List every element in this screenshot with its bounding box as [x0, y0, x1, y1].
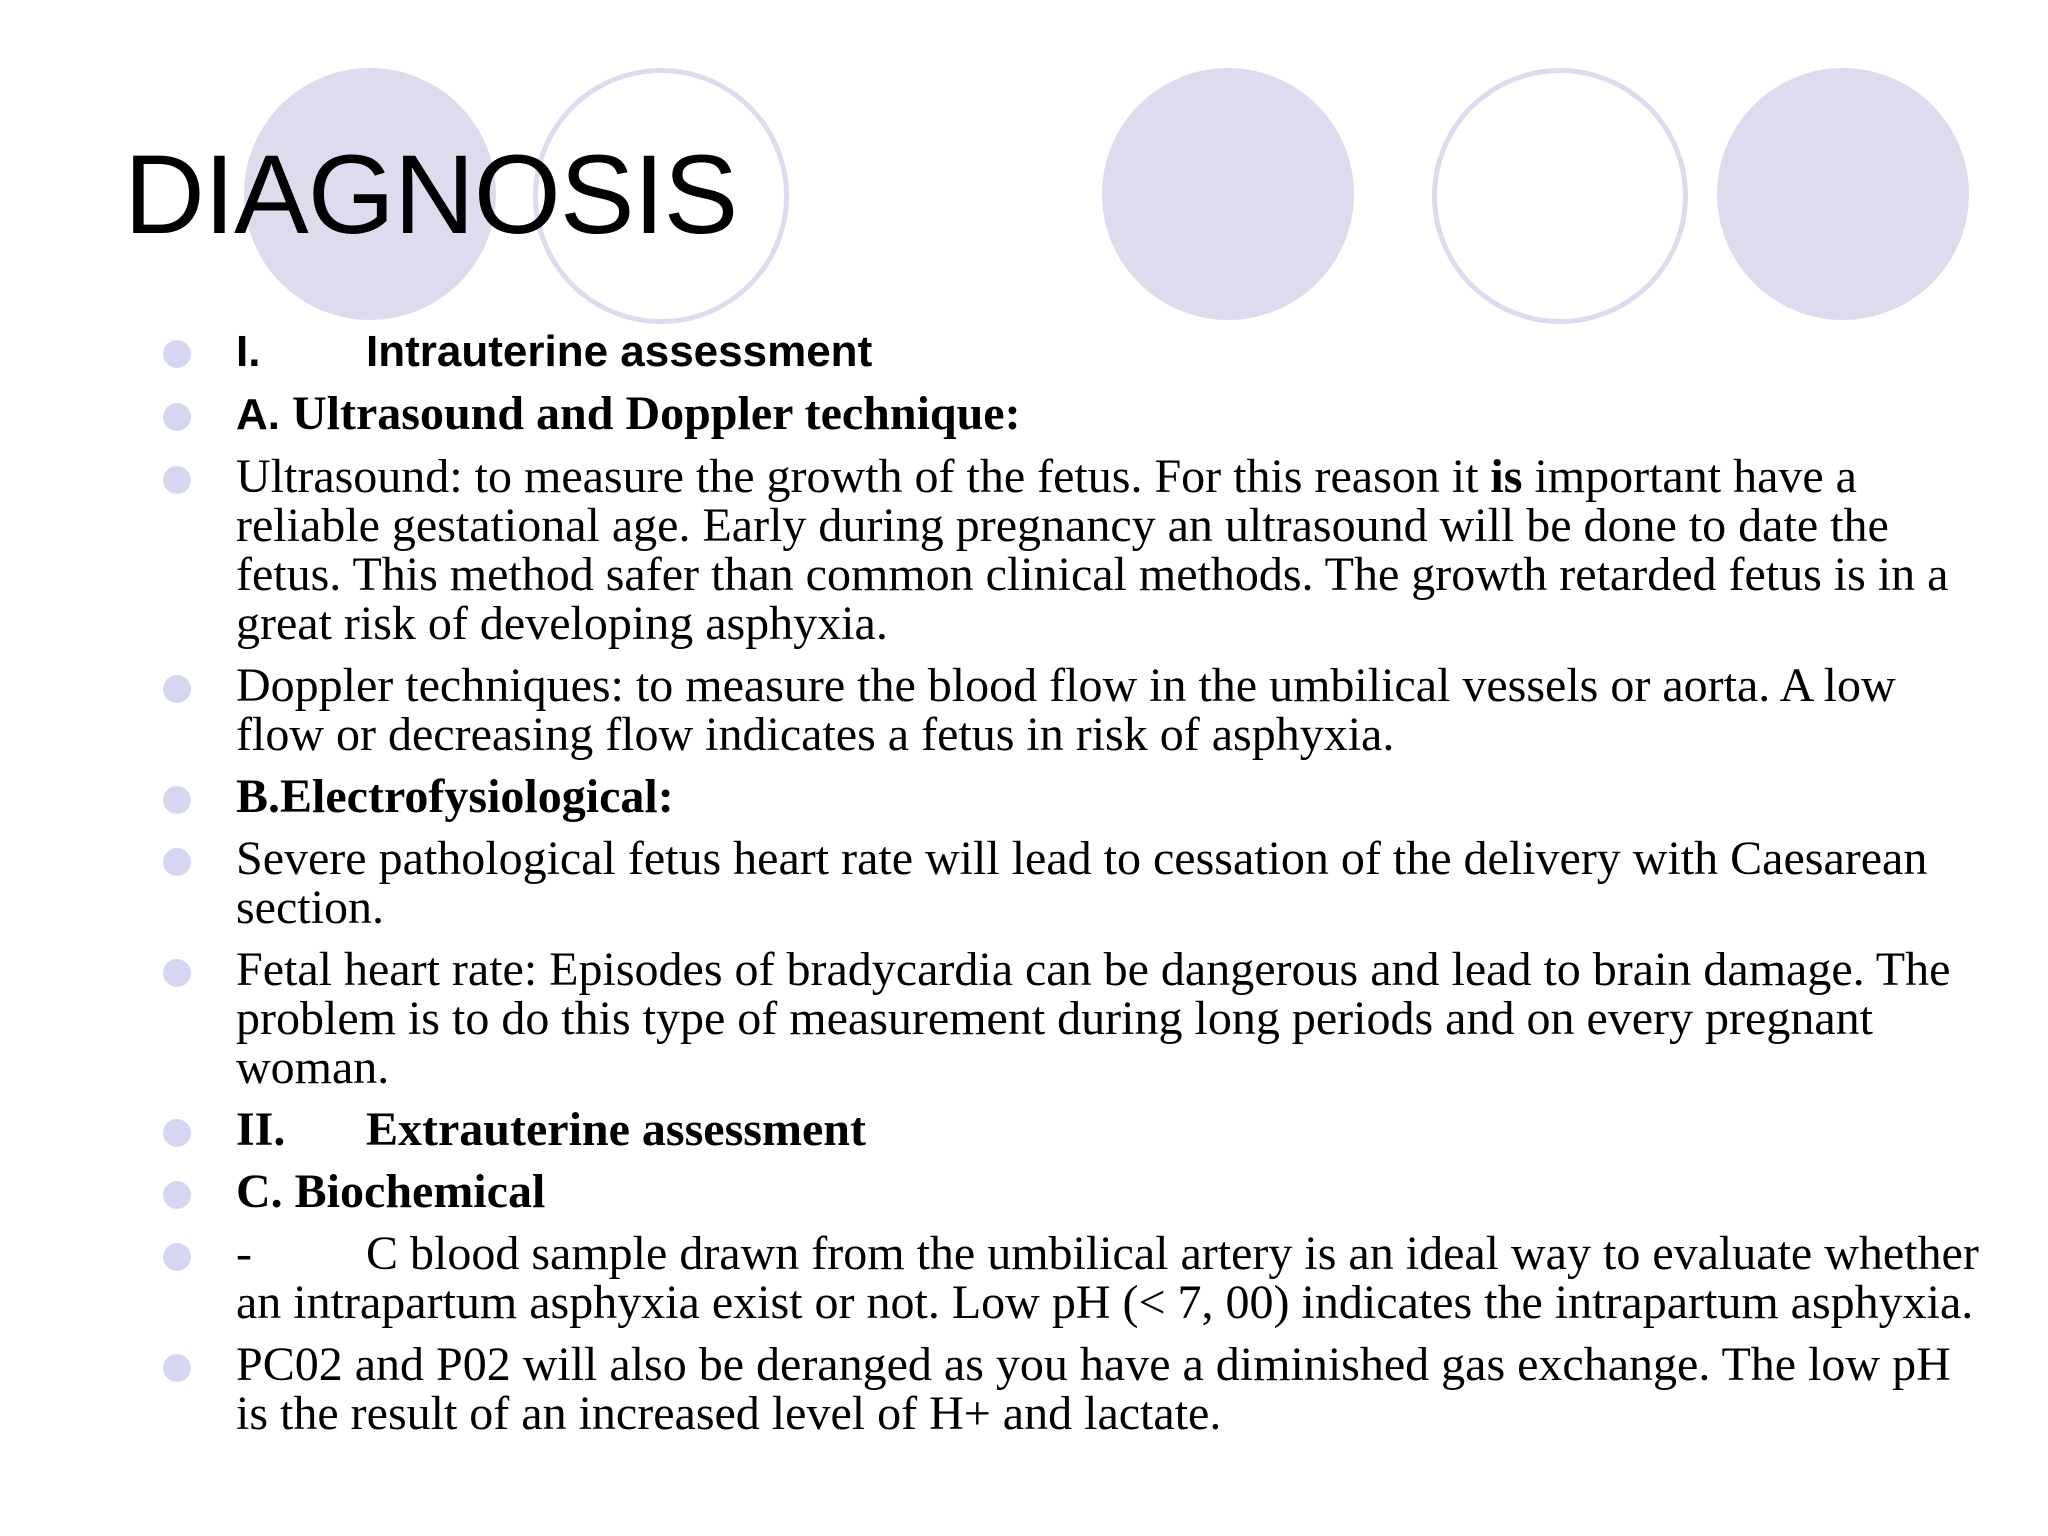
section-number: II. [236, 1103, 286, 1156]
bullet-item [160, 389, 1980, 439]
bullet-item [160, 945, 1980, 1092]
bullet-text-bold: is [1490, 450, 1523, 503]
bullet-icon [163, 1354, 191, 1382]
decorative-circle-3 [1102, 68, 1354, 320]
decorative-ring-4 [1432, 68, 1688, 324]
bullet-text: C blood sample drawn from the umbilical artery is an ideal way to evaluate whether an intrapartum asphyxia exist or not. Low pH (< 7, 00) indicates the intrapartum asphyxia. [236, 1227, 1979, 1329]
section-heading: Extrauterine assessment [366, 1103, 866, 1156]
bullet-icon [163, 340, 191, 368]
bullet-item [160, 772, 1980, 821]
bullet-text: Ultrasound: to measure the growth of the fetus. For this reason it [236, 450, 1491, 503]
bullet-text: Severe pathological fetus heart rate will lead to cessation of the delivery with Caesarean section. [236, 832, 1928, 934]
bullet-icon [163, 959, 191, 987]
bullet-item [160, 661, 1980, 759]
bullet-item [160, 326, 1980, 376]
bullet-item [160, 1167, 1980, 1216]
bullet-icon [163, 786, 191, 814]
slide-title: DIAGNOSIS [124, 132, 738, 257]
bullet-item [160, 834, 1980, 932]
bullet-icon [163, 848, 191, 876]
bullet-item [160, 1340, 1980, 1438]
bullet-icon [163, 1119, 191, 1147]
decorative-circle-5 [1717, 68, 1969, 320]
bullet-text: Fetal heart rate: Episodes of bradycardia can be dangerous and lead to brain damage. The problem is to do this type of measurement during long periods and on every pregnant woman. [236, 943, 1951, 1094]
bullet-icon [163, 403, 191, 431]
bullet-icon [163, 1243, 191, 1271]
subsection-heading: Ultrasound and Doppler technique: [292, 387, 1021, 440]
section-number: I. [236, 327, 261, 376]
bullet-item [160, 452, 1980, 648]
subsection-heading: C. Biochemical [236, 1165, 546, 1218]
bullet-list [160, 326, 1980, 1451]
subsection-heading: B.Electrofysiological: [236, 770, 674, 823]
bullet-text: PC02 and P02 will also be deranged as you have a diminished gas exchange. The low pH is the result of an increased level of H+ and lactate. [236, 1338, 1951, 1440]
bullet-text: Doppler techniques: to measure the blood flow in the umbilical vessels or aorta. A low flow or decreasing flow indicates a fetus in risk of asphyxia. [236, 659, 1896, 761]
bullet-text: important have a reliable gestational age. Early during pregnancy an ultrasound will be done to date the fetus. This method safer than common clinical methods. The growth retarded fetus is in a great risk of developing asphyxia. [236, 450, 1949, 650]
bullet-icon [163, 1181, 191, 1209]
bullet-icon [163, 675, 191, 703]
bullet-item [160, 1229, 1980, 1327]
section-heading: Intrauterine assessment [366, 327, 873, 376]
bullet-dash: - [236, 1227, 252, 1280]
subsection-letter: A. [236, 390, 280, 439]
bullet-item [160, 1105, 1980, 1154]
bullet-icon [163, 466, 191, 494]
